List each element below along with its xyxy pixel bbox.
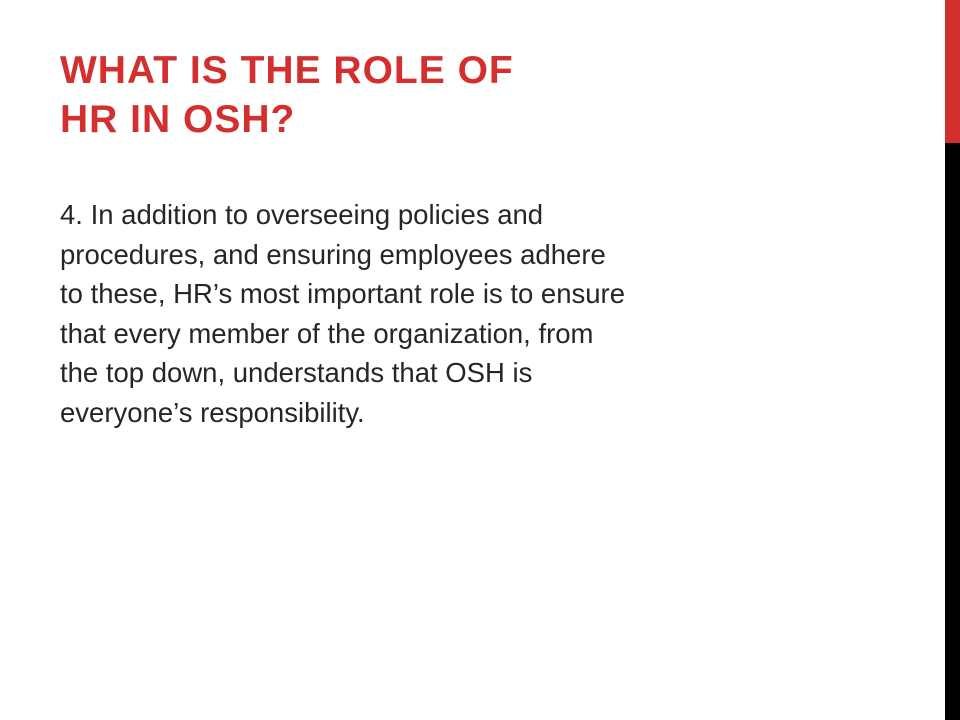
body-line-6: everyone’s responsibility. — [60, 396, 365, 428]
slide-title-line-2: HR IN OSH? — [60, 98, 296, 141]
slide-body-paragraph — [60, 195, 840, 432]
body-line-5: the top down, understands that OSH is — [60, 357, 533, 388]
body-line-3: to these, HR’s most important role is to ensure — [60, 278, 626, 309]
body-line-1: 4. In addition to overseeing policies and — [60, 199, 544, 230]
right-side-accent-bar — [945, 0, 960, 143]
body-line-2: procedures, and ensuring employees adhere — [60, 238, 606, 270]
body-line-4: that every member of the organization, from — [60, 317, 594, 349]
slide-title — [60, 46, 920, 144]
slide-title-line-1: WHAT IS THE ROLE OF — [60, 49, 514, 92]
